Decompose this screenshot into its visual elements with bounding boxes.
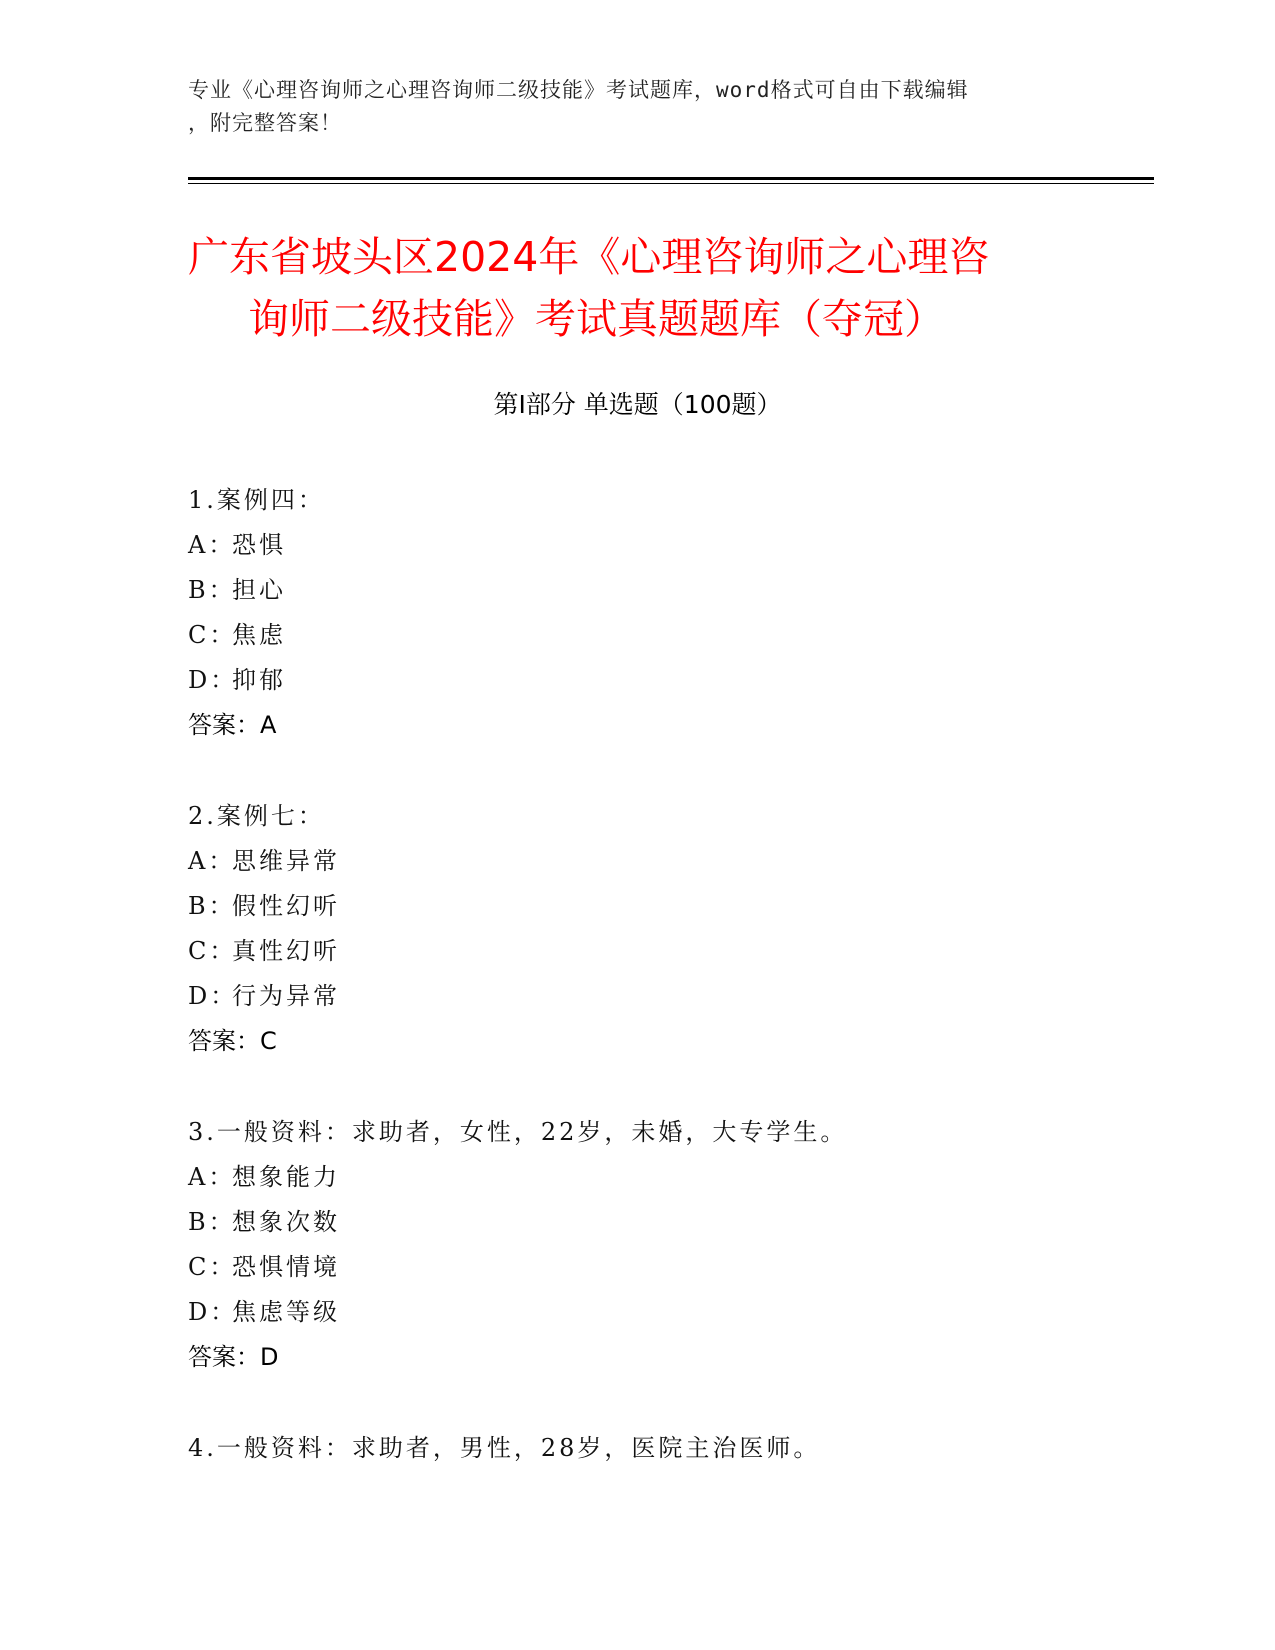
option-key: C：: [188, 937, 237, 965]
question-option: [188, 1155, 1148, 1200]
question-answer: 答案：D: [188, 1343, 279, 1371]
question-stem: 1.案例四：: [188, 486, 325, 514]
document-title-line: 询师二级技能》考试真题题库（夺冠）: [248, 295, 945, 343]
question-option: [188, 1245, 1148, 1290]
question-option: [188, 613, 1148, 658]
option-key: A：: [188, 847, 236, 875]
question-option: [188, 1290, 1148, 1335]
option-key: B：: [188, 576, 236, 604]
option-key: B：: [188, 1208, 236, 1236]
option-text: 抑郁: [232, 666, 286, 694]
option-text: 恐惧: [232, 531, 286, 559]
question-answer: 答案：C: [188, 1027, 277, 1055]
option-text: 想象次数: [232, 1208, 340, 1236]
question-item: [188, 1110, 1148, 1380]
section-heading: 第Ⅰ部分 单选题（100题）: [493, 390, 782, 419]
option-text: 真性幻听: [232, 937, 340, 965]
header-divider-thin: [188, 183, 1154, 184]
header-note-line: 专业《心理咨询师之心理咨询师二级技能》考试题库，word格式可自由下载编辑: [188, 78, 969, 102]
option-text: 思维异常: [232, 847, 340, 875]
header-note: [188, 74, 1088, 140]
question-option: [188, 839, 1148, 884]
option-text: 行为异常: [232, 982, 340, 1010]
option-text: 想象能力: [232, 1163, 340, 1191]
question-answer: 答案：A: [188, 711, 277, 739]
question-option: [188, 658, 1148, 703]
option-text: 担心: [232, 576, 286, 604]
question-item: [188, 478, 1148, 748]
document-title-line: 广东省坡头区2024年《心理咨询师之心理咨: [188, 233, 990, 281]
question-stem: 3.一般资料：求助者，女性，22岁，未婚，大专学生。: [188, 1118, 848, 1146]
question-option: [188, 568, 1148, 613]
question-item: [188, 1426, 1148, 1471]
option-key: C：: [188, 621, 237, 649]
question-item: [188, 794, 1148, 1064]
option-text: 恐惧情境: [232, 1253, 340, 1281]
option-key: A：: [188, 531, 236, 559]
question-option: [188, 929, 1148, 974]
question-option: [188, 884, 1148, 929]
question-list: [188, 478, 1148, 1517]
question-option: [188, 974, 1148, 1019]
header-divider-thick: [188, 177, 1154, 180]
option-key: D：: [188, 982, 238, 1010]
option-text: 焦虑: [232, 621, 286, 649]
option-text: 焦虑等级: [232, 1298, 340, 1326]
header-note-line: ，附完整答案！: [188, 111, 342, 135]
option-key: C：: [188, 1253, 237, 1281]
question-stem: 2.案例七：: [188, 802, 325, 830]
option-key: D：: [188, 1298, 238, 1326]
question-option: [188, 523, 1148, 568]
option-key: A：: [188, 1163, 236, 1191]
option-key: B：: [188, 892, 236, 920]
document-title: [188, 226, 1118, 350]
option-text: 假性幻听: [232, 892, 340, 920]
question-stem: 4.一般资料：求助者，男性，28岁，医院主治医师。: [188, 1434, 821, 1462]
option-key: D：: [188, 666, 238, 694]
question-option: [188, 1200, 1148, 1245]
